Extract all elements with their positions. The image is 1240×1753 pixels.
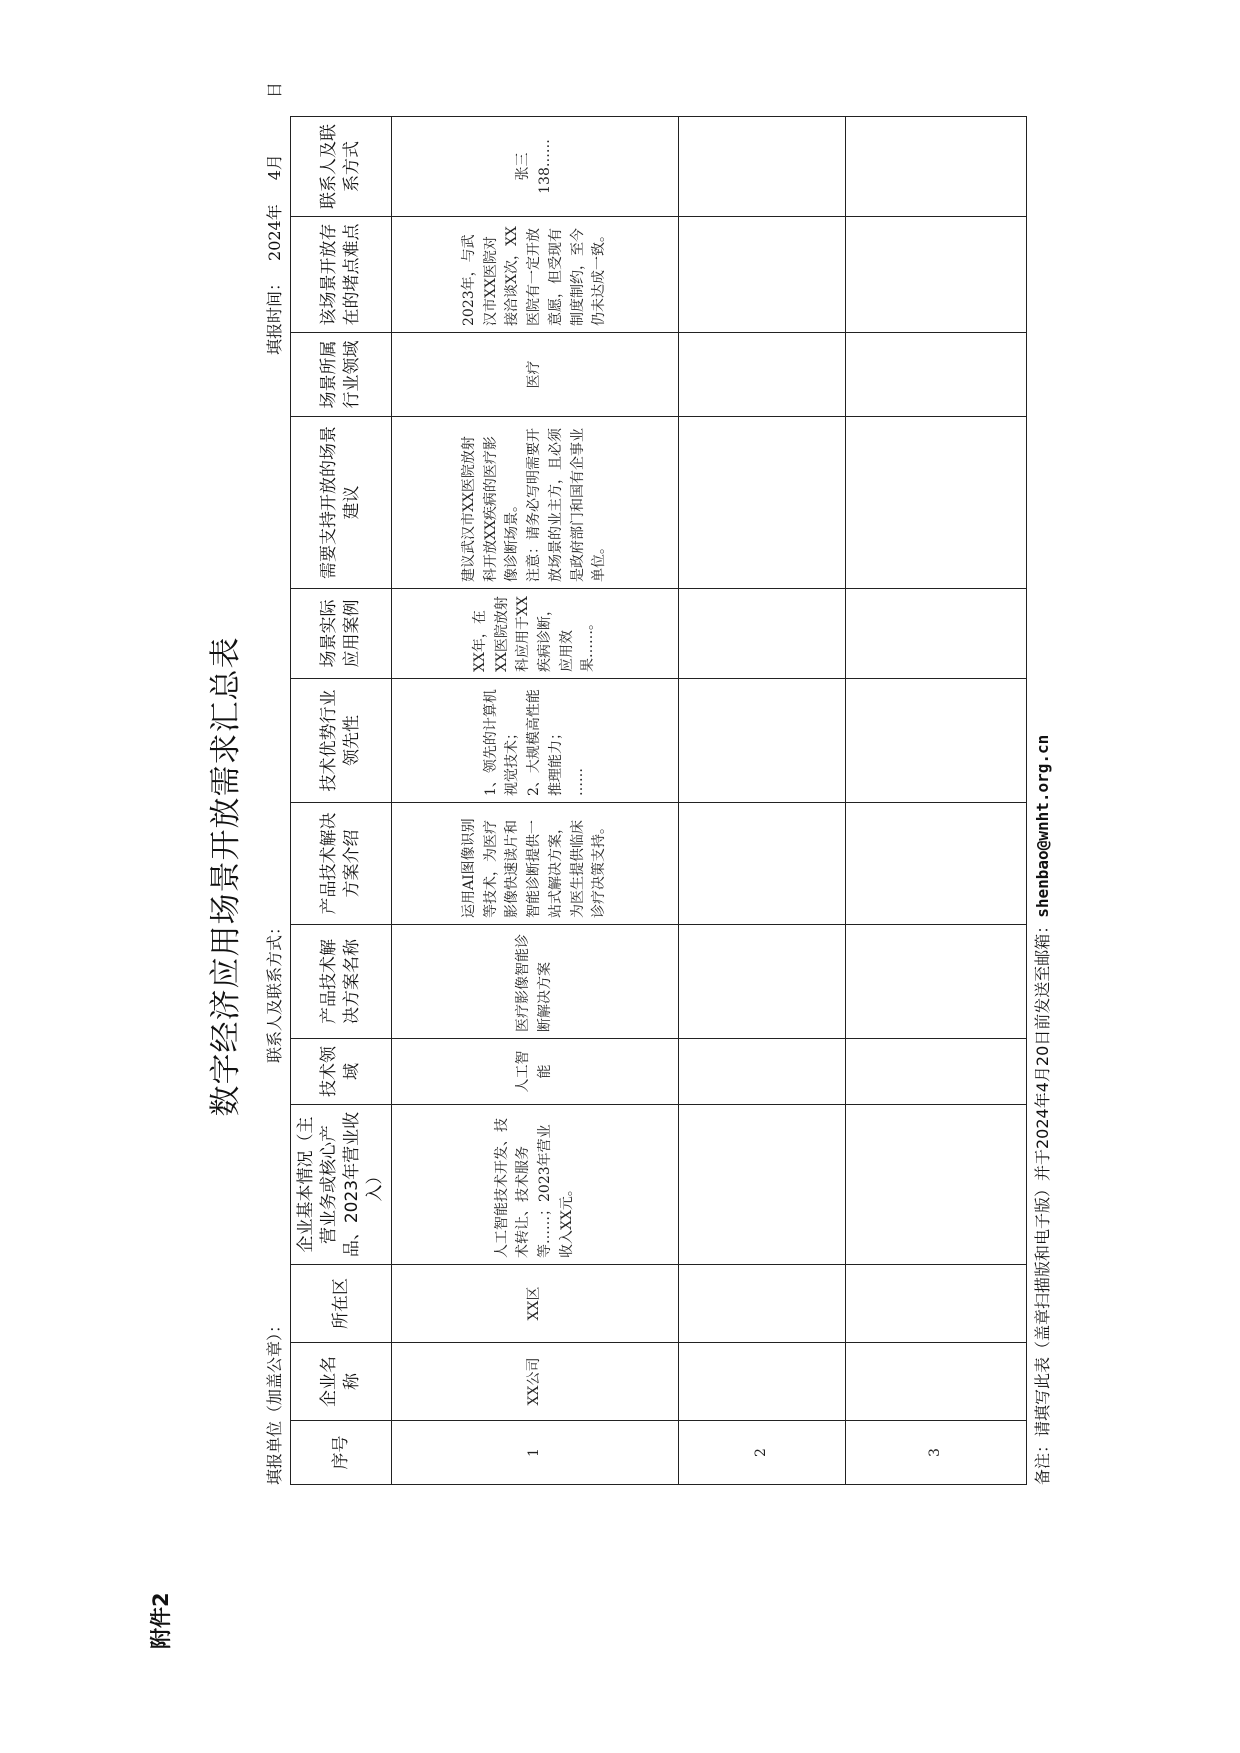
cell-tech-field [846, 1039, 1027, 1105]
cell-tech-field [679, 1039, 846, 1105]
table-row [679, 117, 846, 1485]
cell-solution-intro [846, 803, 1027, 925]
header-row [291, 117, 392, 1485]
cell-contact [846, 117, 1027, 217]
demand-table [290, 116, 1027, 1485]
cell-contact: 张三 138…… [392, 117, 679, 217]
table-row [392, 117, 679, 1485]
footer-note-text: 备注：请填写此表（盖章扫描版和电子版）并于2024年4月20日前发送至邮箱： [1033, 917, 1052, 1485]
cell-case [679, 589, 846, 679]
cell-solution-name [679, 925, 846, 1039]
header-cell: 产品技术解决方案介绍 [291, 803, 392, 925]
cell-basic-info [846, 1105, 1027, 1265]
cell-basic-info: 人工智能技术开发、技术转让、技术服务等……；2023年营业收入XX元。 [392, 1105, 679, 1265]
cell-industry [846, 333, 1027, 417]
cell-difficulty: 2023年，与武汉市XX医院对接洽谈X次，XX医院有一定开放意愿，但受现有制度制约，至今仍未达成一致。 [392, 217, 679, 333]
cell-no: 1 [392, 1421, 679, 1485]
cell-district: XX区 [392, 1265, 679, 1343]
header-cell: 该场景开放存在的堵点难点 [291, 217, 392, 333]
header-cell: 需要支持开放的场景建议 [291, 417, 392, 589]
cell-scene-suggestion [846, 417, 1027, 589]
cell-advantage [846, 679, 1027, 803]
header-cell: 企业名称 [291, 1343, 392, 1421]
cell-tech-field: 人工智能 [392, 1039, 679, 1105]
date-day: 日 [265, 82, 284, 99]
cell-company [679, 1343, 846, 1421]
cell-no: 3 [846, 1421, 1027, 1485]
header-cell: 场景所属行业领域 [291, 333, 392, 417]
cell-advantage: 1、领先的计算机视觉技术； 2、大规模高性能推理能力； …… [392, 679, 679, 803]
cell-company: XX公司 [392, 1343, 679, 1421]
cell-contact [679, 117, 846, 217]
cell-district [679, 1265, 846, 1343]
header-cell: 联系人及联系方式 [291, 117, 392, 217]
cell-scene-suggestion [679, 417, 846, 589]
fill-unit-label: 填报单位（加盖公章）： [265, 1316, 284, 1485]
footer-email: shenbao@wnht.org.cn [1033, 734, 1052, 918]
cell-industry [679, 333, 846, 417]
cell-industry: 医疗 [392, 333, 679, 417]
header-cell: 所在区 [291, 1265, 392, 1343]
attachment-label: 附件2 [149, 1592, 173, 1649]
footer-note [1030, 735, 1053, 1485]
contact-label: 联系人及联系方式： [265, 918, 284, 1063]
cell-scene-suggestion: 建议武汉市XX医院放射科开放XX疾病的医疗影像诊断场景。 注意：请务必写明需要开放场景的业主方，且必须是政府部门和国有企事业单位。 [392, 417, 679, 589]
header-cell: 技术优势行业领先性 [291, 679, 392, 803]
date-year: 2024年 [265, 204, 284, 261]
cell-case: XX年，在XX医院放射科应用于XX疾病诊断，应用效果……。 [392, 589, 679, 679]
cell-advantage [679, 679, 846, 803]
form-title: 数字经济应用场景开放需求汇总表 [208, 636, 244, 1117]
cell-solution-intro [679, 803, 846, 925]
header-cell: 序号 [291, 1421, 392, 1485]
header-cell: 企业基本情况（主营业务或核心产品、2023年营业收入） [291, 1105, 392, 1265]
header-cell: 产品技术解决方案名称 [291, 925, 392, 1039]
cell-difficulty [679, 217, 846, 333]
date-prefix: 填报时间： [265, 274, 284, 355]
cell-solution-name [846, 925, 1027, 1039]
fill-date [262, 82, 285, 355]
cell-district [846, 1265, 1027, 1343]
cell-no: 2 [679, 1421, 846, 1485]
date-month: 4月 [265, 154, 284, 181]
cell-case [846, 589, 1027, 679]
cell-solution-name: 医疗影像智能诊断解决方案 [392, 925, 679, 1039]
table-row [846, 117, 1027, 1485]
cell-basic-info [679, 1105, 846, 1265]
cell-difficulty [846, 217, 1027, 333]
cell-solution-intro: 运用AI图像识别等技术，为医疗影像快速读片和智能诊断提供一站式解决方案，为医生提供临床诊疗决策支持。 [392, 803, 679, 925]
cell-company [846, 1343, 1027, 1421]
header-cell: 技术领域 [291, 1039, 392, 1105]
header-cell: 场景实际应用案例 [291, 589, 392, 679]
